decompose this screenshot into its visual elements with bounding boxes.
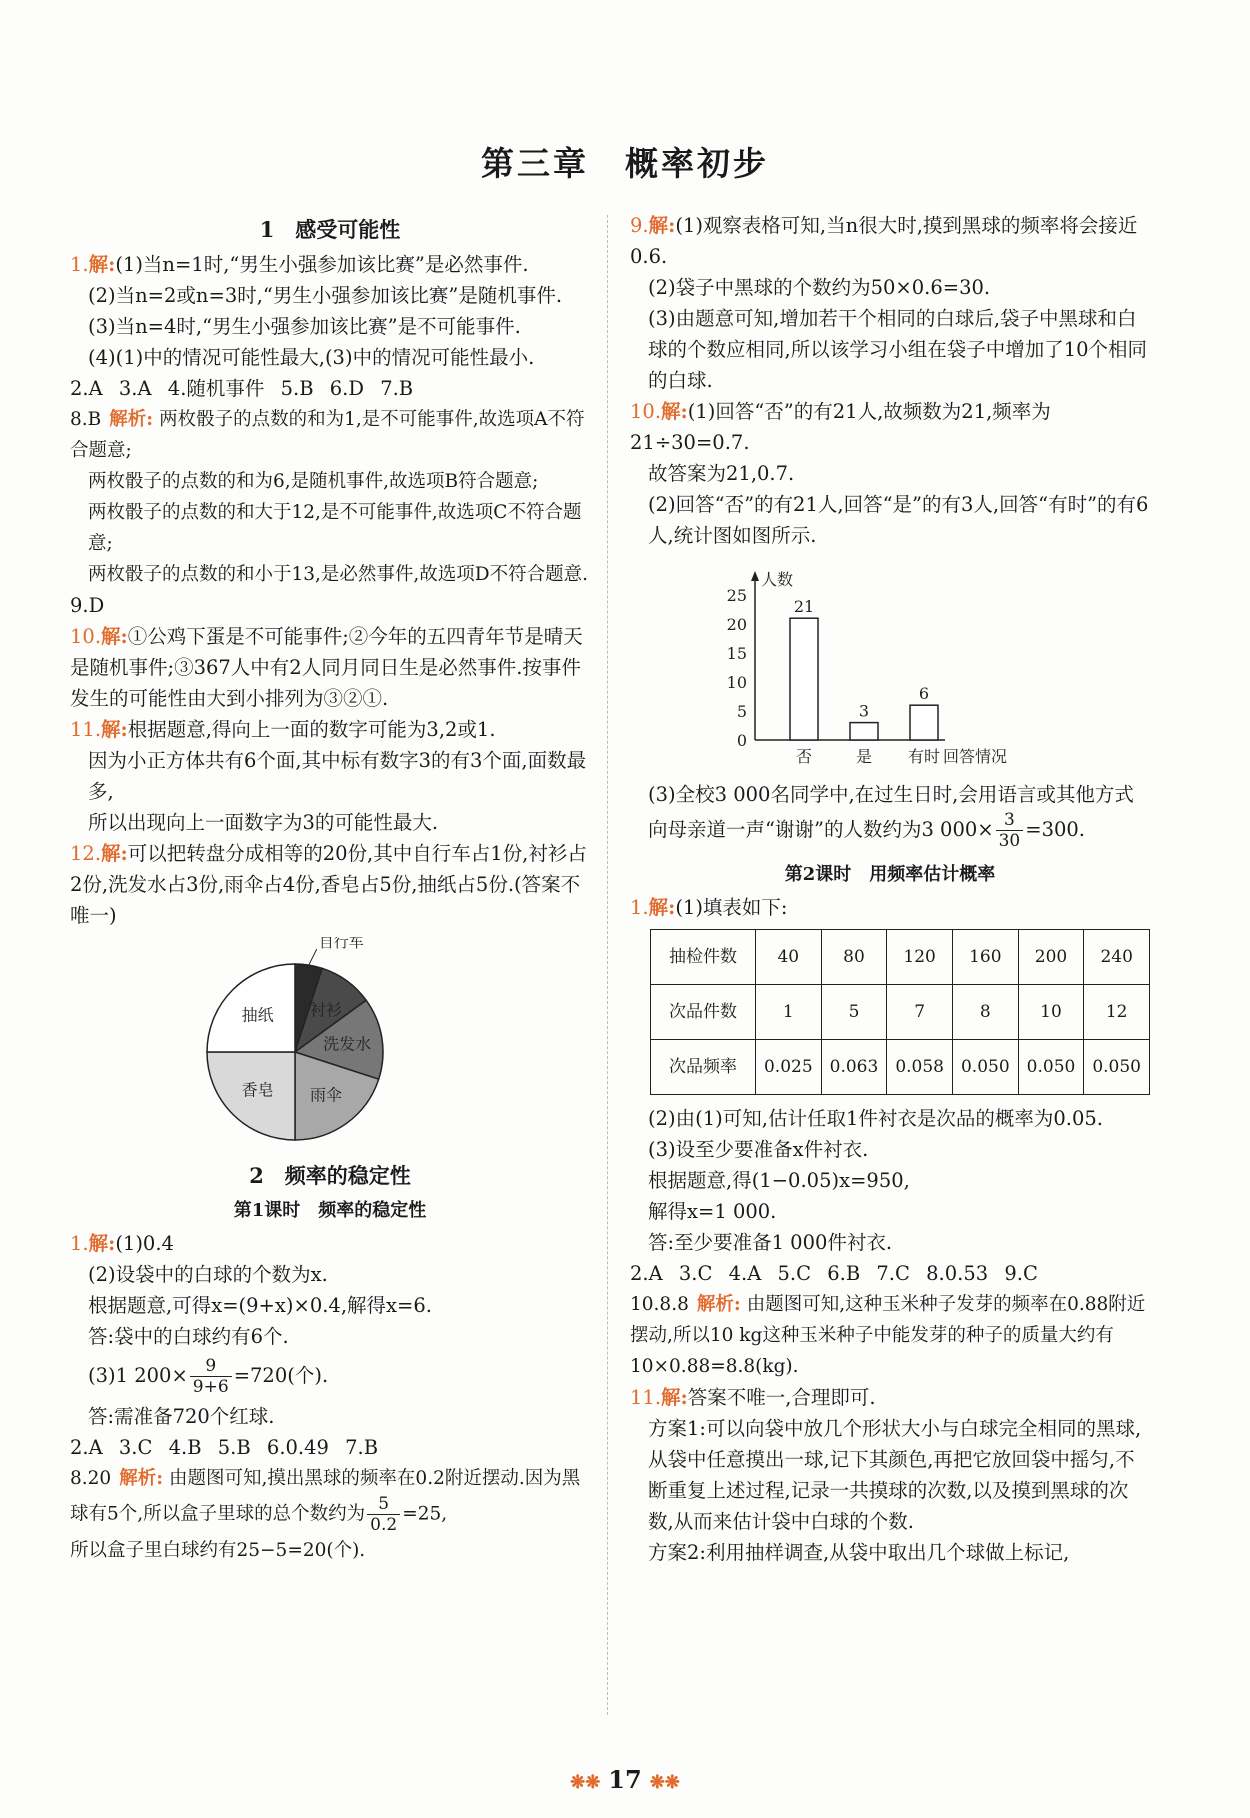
answer-item: 2.A	[70, 377, 103, 400]
answer-item: 5.C	[777, 1262, 812, 1285]
numerator: 5	[367, 1494, 400, 1515]
y-tick-label: 20	[726, 615, 747, 634]
answer-item: 5.B	[280, 377, 314, 400]
data-table	[650, 929, 1150, 1095]
lesson-title-2: 第2课时 用频率估计概率	[784, 864, 996, 885]
answer-line: 所以盒子里白球约有25−5=20(个).	[70, 1540, 366, 1561]
q-number: 11.	[70, 718, 102, 741]
denominator: 30	[998, 831, 1021, 851]
p-answer-8	[70, 1463, 590, 1535]
table-cell: 200	[1018, 930, 1084, 985]
fraction	[367, 1494, 400, 1535]
jie-label: 解:	[101, 842, 128, 865]
pie-label: 衬衫	[310, 1000, 343, 1020]
t-answers-2-9	[630, 1258, 1150, 1289]
table-cell: 40	[755, 930, 821, 985]
right-column	[630, 210, 1150, 1568]
jie-label: 解:	[88, 253, 116, 276]
answer-line: (1)当n=1时,“男生小强参加该比赛”是必然事件.	[115, 253, 529, 276]
data-label: 3	[858, 701, 870, 721]
answer-line: (3)当n=4时,“男生小强参加该比赛”是不可能事件.	[88, 315, 521, 338]
answer-line: 两枚骰子的点数的和为6,是随机事件,故选项B符合题意;	[88, 471, 539, 492]
table-cell: 0.050	[952, 1040, 1018, 1095]
table-row	[651, 985, 1150, 1040]
answer-line: 根据题意,得向上一面的数字可能为3,2或1.	[127, 718, 496, 741]
answer-line: 解得x=1 000.	[648, 1200, 777, 1223]
page-footer	[0, 1765, 1250, 1794]
answer-line: (1)填表如下:	[675, 896, 788, 919]
answer-item: 7.B	[380, 377, 414, 400]
answer-item: 8.0.53	[926, 1262, 989, 1285]
expr-part: =300.	[1025, 818, 1086, 841]
answer-item: 3.C	[118, 1436, 153, 1459]
x-axis-label: 回答情况	[943, 747, 1008, 766]
answer-item: 3.A	[118, 377, 152, 400]
table-cell: 0.063	[821, 1040, 887, 1095]
table-cell: 次品件数	[651, 985, 756, 1040]
jie-label: 解:	[661, 1386, 688, 1409]
answer-item: 7.C	[876, 1262, 910, 1285]
y-axis-arrow	[751, 571, 759, 581]
q-number: 1.	[630, 896, 649, 919]
expr-part: =720(个).	[233, 1364, 329, 1387]
answer-line: 方案1:可以向袋中放几个形状大小与白球完全相同的黑球,从袋中任意摸出一球,记下其颜色,再把它放回袋中摇匀,不断重复上述过程,记录一共摸球的次数,以及摸到黑球的次数,从而来估计袋中白球的个数.	[648, 1417, 1142, 1533]
page-number: 17	[608, 1765, 642, 1794]
q-number: 10.8.8	[630, 1294, 689, 1315]
table-cell: 160	[952, 930, 1018, 985]
pie-chart-svg	[200, 937, 500, 1147]
t-answer-10	[630, 1289, 1150, 1382]
section-title-2: 2 频率的稳定性	[249, 1163, 411, 1188]
y-tick-label: 5	[736, 702, 747, 721]
pie-label: 香皂	[241, 1080, 274, 1100]
answer-item: 9.C	[1004, 1262, 1038, 1285]
x-tick-label: 有时	[907, 747, 941, 766]
r-answer-10	[630, 396, 1150, 551]
y-tick-label: 0	[736, 731, 747, 750]
answer-item: 2.A	[630, 1262, 663, 1285]
fraction	[190, 1356, 232, 1397]
answer-line: 根据题意,可得x=(9+x)×0.4,解得x=6.	[88, 1294, 432, 1317]
data-label: 21	[793, 597, 815, 617]
answer-line	[70, 1356, 590, 1397]
p-answer-1	[70, 1228, 590, 1432]
y-axis-label: 人数	[761, 570, 794, 589]
q-number: 12.	[70, 842, 102, 865]
column-divider	[607, 215, 608, 1715]
q-number: 1.	[70, 1232, 89, 1255]
table-cell: 抽检件数	[651, 930, 756, 985]
table-cell: 0.058	[887, 1040, 953, 1095]
answer-line: (3)设至少要准备x件衬衣.	[648, 1138, 869, 1161]
y-tick-label: 15	[726, 644, 747, 663]
answer-item: 4.随机事件	[167, 377, 265, 400]
answer-line: 方案2:利用抽样调查,从袋中取出几个球做上标记,	[648, 1541, 1070, 1564]
p-answers-2-7	[70, 1432, 590, 1463]
answer-9: 9.D	[70, 594, 105, 617]
answer-line: (2)由(1)可知,估计任取1件衬衣是次品的概率为0.05.	[648, 1107, 1103, 1130]
answer-line: (2)回答“否”的有21人,回答“是”的有3人,回答“有时”的有6人,统计图如图所示.	[648, 493, 1149, 547]
jie-label: 解:	[648, 214, 676, 237]
answer-line: 两枚骰子的点数的和大于12,是不可能事件,故选项C不符合题意;	[88, 502, 582, 554]
table-cell: 0.050	[1084, 1040, 1150, 1095]
answer-1	[70, 249, 590, 373]
answer-item: 4.A	[728, 1262, 762, 1285]
q-number: 11.	[630, 1386, 662, 1409]
data-label: 6	[918, 684, 930, 704]
answer-line: 故答案为21,0.7.	[648, 462, 795, 485]
answer-item: 3.C	[678, 1262, 713, 1285]
y-tick-label: 10	[726, 673, 747, 692]
expr-part: 由题图可知,摸出黑球的频率在0.2附近摆动.因为黑球有5个,所以盒子里球的总个数约为	[70, 1468, 581, 1525]
answer-line: 两枚骰子的点数的和为1,是不可能事件,故选项A不符合题意;	[70, 409, 585, 461]
table-cell: 0.050	[1018, 1040, 1084, 1095]
table-cell: 120	[887, 930, 953, 985]
q-number: 9.	[630, 214, 649, 237]
pie-label: 抽纸	[241, 1005, 274, 1025]
table-cell: 0.025	[755, 1040, 821, 1095]
answer-item: 5.B	[217, 1436, 251, 1459]
answer-line: 两枚骰子的点数的和小于13,是必然事件,故选项D不符合题意.	[88, 564, 589, 585]
answer-11	[70, 714, 590, 838]
answer-line: 根据题意,得(1−0.05)x=950,	[648, 1169, 910, 1192]
ornament-icon: ❋❋	[570, 1772, 601, 1793]
answer-item: 2.A	[70, 1436, 103, 1459]
answer-line: 答:袋中的白球约有6个.	[88, 1325, 289, 1348]
answer-line: (1)0.4	[115, 1232, 174, 1255]
jie-label: 解:	[661, 400, 688, 423]
jiexi-label: 解析:	[109, 409, 154, 430]
bar	[850, 723, 878, 740]
bar-chart	[710, 555, 1150, 779]
expr-part: (3)1 200×	[88, 1364, 188, 1387]
bar	[790, 618, 818, 740]
answer-line: 因为小正方体共有6个面,其中标有数字3的有3个面,面数最多,	[88, 749, 587, 803]
q-number: 1.	[70, 253, 89, 276]
answer-8	[70, 404, 590, 590]
answer-line: (3)由题意可知,增加若干个相同的白球后,袋子中黑球和白球的个数应相同,所以该学习小组在袋子中增加了10个相同的白球.	[648, 307, 1148, 392]
denominator: 9+6	[192, 1377, 229, 1397]
q-number: 8.B	[70, 409, 102, 430]
y-tick-label: 25	[726, 586, 747, 605]
answer-line: 由题图可知,这种玉米种子发芽的频率在0.88附近摆动,所以10 kg这种玉米种子中能发芽的种子的质量大约有10×0.88=8.8(kg).	[630, 1294, 1146, 1377]
table-cell: 8	[952, 985, 1018, 1040]
denominator: 0.2	[370, 1515, 398, 1535]
expr-part: =25,	[402, 1503, 448, 1525]
table-cell: 80	[821, 930, 887, 985]
jiexi-label: 解析:	[119, 1468, 164, 1489]
answer-line: (2)设袋中的白球的个数为x.	[88, 1263, 328, 1286]
answer-line: ①公鸡下蛋是不可能事件;②今年的五四青年节是晴天是随机事件;③367人中有2人同月同日生是必然事件.按事件发生的可能性由大到小排列为③②①.	[70, 625, 583, 710]
fraction	[996, 810, 1024, 851]
jie-label: 解:	[648, 896, 676, 919]
section-title-1: 1 感受可能性	[259, 217, 401, 242]
table-cell: 7	[887, 985, 953, 1040]
x-tick-label: 是	[855, 747, 873, 766]
lesson-title-1: 第1课时 频率的稳定性	[233, 1200, 427, 1221]
answer-10	[70, 621, 590, 714]
left-column	[70, 210, 590, 1566]
pie-label: 雨伞	[310, 1085, 343, 1105]
table-cell: 10	[1018, 985, 1084, 1040]
answer-item: 6.D	[329, 377, 364, 400]
answer-12	[70, 838, 590, 931]
table-row	[651, 930, 1150, 985]
answer-line: 答:需准备720个红球.	[88, 1405, 275, 1428]
chapter-title: 第三章 概率初步	[481, 144, 769, 183]
answer-item: 6.0.49	[266, 1436, 329, 1459]
answer-line: (1)回答“否”的有21人,故频数为21,频率为21÷30=0.7.	[630, 400, 1051, 454]
answer-item: 7.B	[345, 1436, 379, 1459]
x-tick-label: 否	[795, 747, 813, 766]
table-cell: 次品频率	[651, 1040, 756, 1095]
answer-line	[630, 779, 1150, 851]
table-cell: 12	[1084, 985, 1150, 1040]
leader-line	[309, 949, 317, 965]
expr-part: (3)全校3 000名同学中,在过生日时,会用语言或其他方式向母亲道一声“谢谢”的人数约为3 000×	[648, 783, 1134, 841]
q-number: 8.20	[70, 1468, 112, 1489]
table-cell: 240	[1084, 930, 1150, 985]
table-cell: 1	[755, 985, 821, 1040]
numerator: 3	[996, 810, 1024, 831]
answer-item: 4.B	[168, 1436, 202, 1459]
bar-chart-svg	[710, 555, 1050, 770]
jie-label: 解:	[101, 625, 128, 648]
numerator: 9	[190, 1356, 232, 1377]
answer-item: 6.B	[827, 1262, 861, 1285]
answer-line: 所以出现向上一面数字为3的可能性最大.	[88, 811, 439, 834]
pie-label: 自行车	[318, 937, 364, 952]
jie-label: 解:	[88, 1232, 116, 1255]
answer-line: 答案不唯一,合理即可.	[687, 1386, 876, 1409]
table-row	[651, 1040, 1150, 1095]
q-number: 10.	[70, 625, 102, 648]
answer-line: 答:至少要准备1 000件衬衣.	[648, 1231, 893, 1254]
table-cell: 5	[821, 985, 887, 1040]
answer-line: (1)观察表格可知,当n很大时,摸到黑球的频率将会接近0.6.	[630, 214, 1138, 268]
answer-line: (2)袋子中黑球的个数约为50×0.6=30.	[648, 276, 991, 299]
q-number: 10.	[630, 400, 662, 423]
ornament-icon: ❋❋	[649, 1772, 680, 1793]
jiexi-label: 解析:	[696, 1294, 741, 1315]
answer-line: (2)当n=2或n=3时,“男生小强参加该比赛”是随机事件.	[88, 284, 563, 307]
r-answer-9	[630, 210, 1150, 396]
answer-line: 可以把转盘分成相等的20份,其中自行车占1份,衬衫占2份,洗发水占3份,雨伞占4份,香皂占5份,抽纸占5份.(答案不唯一)	[70, 842, 587, 927]
t-answer-11	[630, 1382, 1150, 1568]
jie-label: 解:	[101, 718, 128, 741]
pie-chart	[200, 937, 590, 1156]
bar	[910, 705, 938, 740]
answer-line: (4)(1)中的情况可能性最大,(3)中的情况可能性最小.	[88, 346, 535, 369]
pie-label: 洗发水	[323, 1034, 372, 1054]
answers-2-7	[70, 373, 590, 404]
